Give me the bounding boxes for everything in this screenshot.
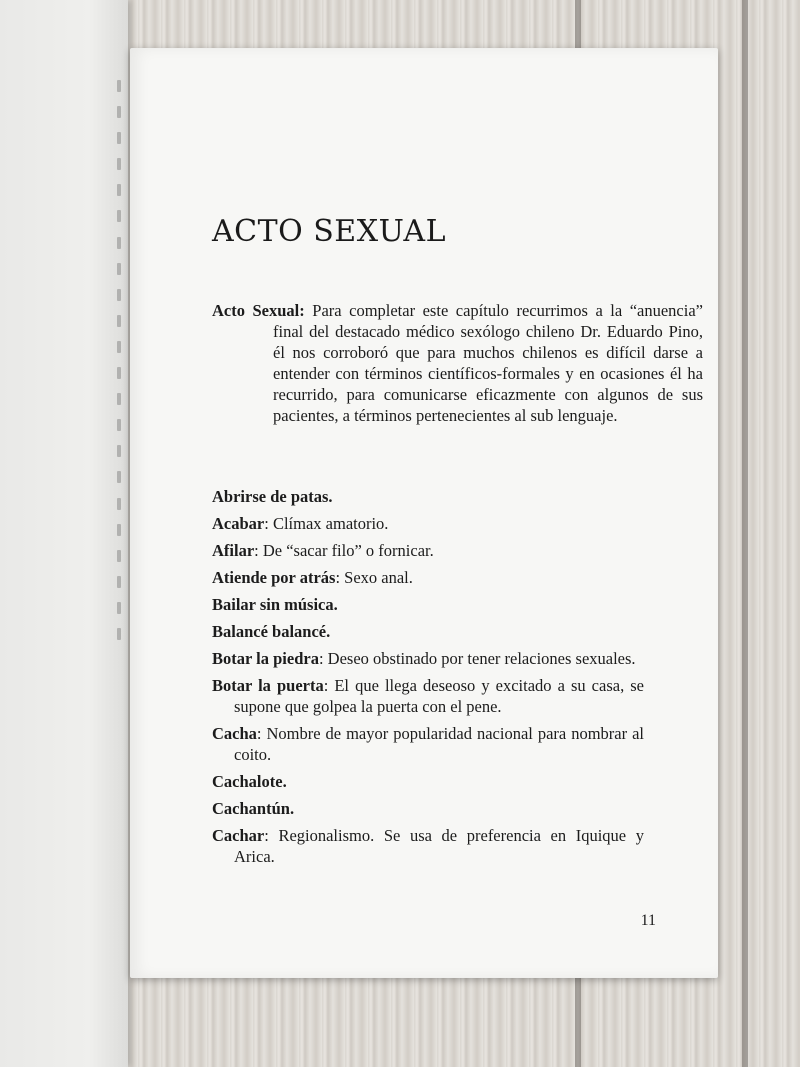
entry-term: Cachalote. [212,772,287,791]
wood-plank-gap [742,0,748,1067]
glossary-entry [212,675,644,717]
intro-paragraph [212,300,703,426]
glossary-entry [212,621,644,642]
facing-page [0,0,128,1067]
page-number: 11 [640,912,656,929]
entry-term: Botar la piedra [212,649,319,668]
entry-definition: : Regionalismo. Se usa de preferencia en Iquique y Arica. [234,826,644,866]
entry-term: Botar la puerta [212,676,324,695]
chapter-title: ACTO SEXUAL [212,214,447,249]
entry-term: Bailar sin música. [212,595,338,614]
entry-definition: : El que llega deseoso y excitado a su casa, se supone que golpea la puerta con el pene. [234,676,644,716]
entry-term: Abrirse de patas. [212,487,333,506]
intro-text: Para completar este capítulo recurrimos a la “anuencia” final del destacado médico sexólogo chileno Dr. Eduardo Pino, él nos corroboró que para muchos chilenos es difícil darse a entender con términos científicos-formales y en ocasiones él ha recurrido, para comunicarse eficazmente con algunos de sus pacientes, a términos pertenecientes al sub lenguaje. [273,301,703,425]
glossary-entry [212,723,644,765]
entry-term: Cachantún. [212,799,295,818]
entry-term: Cachar [212,826,265,845]
glossary-entry [212,771,644,792]
entry-term: Balancé balancé. [212,622,331,641]
entry-term: Afilar [212,541,255,560]
show-through-text [112,80,126,640]
glossary-entry [212,648,644,669]
glossary-entry [212,486,644,507]
glossary-entry [212,513,644,534]
entry-definition: : Sexo anal. [335,568,413,587]
glossary-entry [212,594,644,615]
entry-term: Atiende por atrás [212,568,336,587]
entry-definition: : De “sacar filo” o fornicar. [254,541,434,560]
entry-definition: : Deseo obstinado por tener relaciones sexuales. [318,649,636,668]
entry-definition: : Clímax amatorio. [264,514,389,533]
glossary-entry [212,567,644,588]
glossary-list [212,486,644,873]
intro-term: Acto Sexual: [212,301,305,320]
glossary-entry [212,798,644,819]
glossary-entry [212,540,644,561]
entry-term: Acabar [212,514,265,533]
glossary-entry [212,825,644,867]
entry-definition: : Nombre de mayor popularidad nacional para nombrar al coito. [234,724,644,764]
book-page [130,48,718,978]
entry-term: Cacha [212,724,257,743]
